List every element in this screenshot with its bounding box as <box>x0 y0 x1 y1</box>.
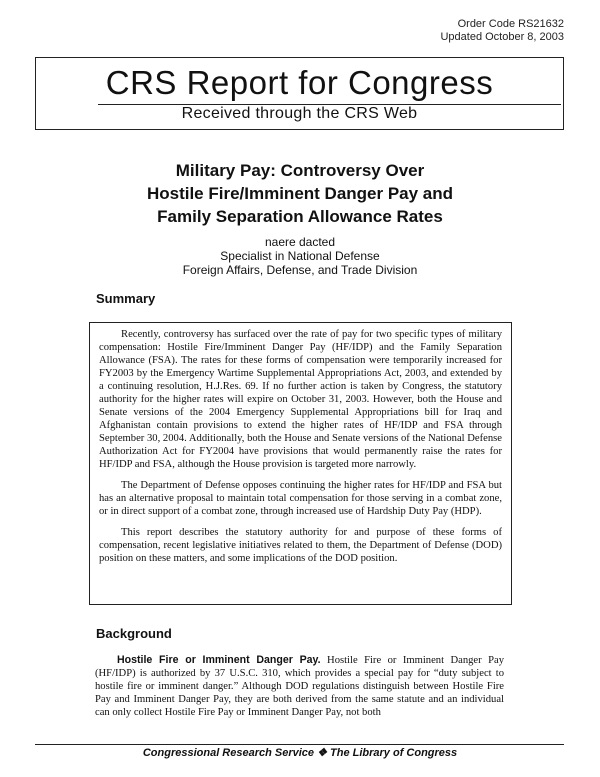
summary-paragraph: Recently, controversy has surfaced over the rate of pay for two specific types of military compensation: Hostile Fire/Imminent Danger Pay (HF/IDP) and the Family Separation Allowance (FSA). The rates for these forms of compensation were temporarily increased for FY2003 by the Emergency Wartime Supplemental Appropriations Act, 2003, and extended by a continuing resolution, H.J.Res. 69. If no further action is taken by Congress, the statutory authority for the higher rates will expire on October 31, 2003. However, both the House and Senate versions of the 2004 Emergency Supplemental Appropriations bill for Iraq and Afghanistan contain provisions to extend the higher rates of HF/IDP and FSA through September 30, 2004. Additionally, both the House and Senate versions of the National Defense Authorization Act for FY2004 have provisions that would permanently raise the rates for HF/IDP and FSA, although the House provision is targeted more narrowly. <box>99 329 502 470</box>
author-block <box>0 235 600 277</box>
banner-subtitle: Received through the CRS Web <box>181 105 418 122</box>
summary-paragraph: The Department of Defense opposes continuing the higher rates for HF/IDP and FSA but has an alternative proposal to maintain total compensation for those serving in a combat zone, or in direct support of a combat zone, through increased use of Hardship Duty Pay (HDP). <box>99 480 502 517</box>
updated-date: Updated October 8, 2003 <box>440 31 564 43</box>
report-title <box>0 159 600 228</box>
banner-title: CRS Report for Congress <box>105 64 494 101</box>
background-heading: Background <box>96 626 172 641</box>
author-division: Foreign Affairs, Defense, and Trade Division <box>182 263 418 277</box>
background-body: Hostile Fire or Imminent Danger Pay (HF/IDP) is authorized by 37 U.S.C. 310, which provides a special pay for “duty subject to hostile fire or imminent danger.” Although DOD regulations distinguish between Hostile Fire Pay and Imminent Danger Pay, they are both derived from the same statute and an individual can only collect Hostile Fire Pay or Imminent Danger Pay, not both <box>95 655 504 718</box>
footer-divider <box>35 744 564 745</box>
author-name: naere dacted <box>264 235 336 249</box>
footer-text: Congressional Research Service ❖ The Library of Congress <box>142 747 458 759</box>
background-paragraph <box>95 654 504 719</box>
summary-box <box>89 322 512 605</box>
title-line: Military Pay: Controversy Over <box>175 161 425 180</box>
title-line: Hostile Fire/Imminent Danger Pay and <box>146 184 454 203</box>
order-code: Order Code RS21632 <box>457 18 564 30</box>
title-line: Family Separation Allowance Rates <box>157 207 443 226</box>
author-role: Specialist in National Defense <box>220 249 380 263</box>
crs-banner <box>35 57 564 130</box>
order-code-block <box>440 18 564 44</box>
summary-paragraph: This report describes the statutory authority for and purpose of these forms of compensation, recent legislative initiatives related to them, the Department of Defense (DOD) position on these matters, and some implications of the DOD position. <box>99 527 502 564</box>
summary-heading: Summary <box>96 291 156 306</box>
background-section <box>95 654 504 719</box>
background-lead: Hostile Fire or Imminent Danger Pay. <box>117 654 321 666</box>
